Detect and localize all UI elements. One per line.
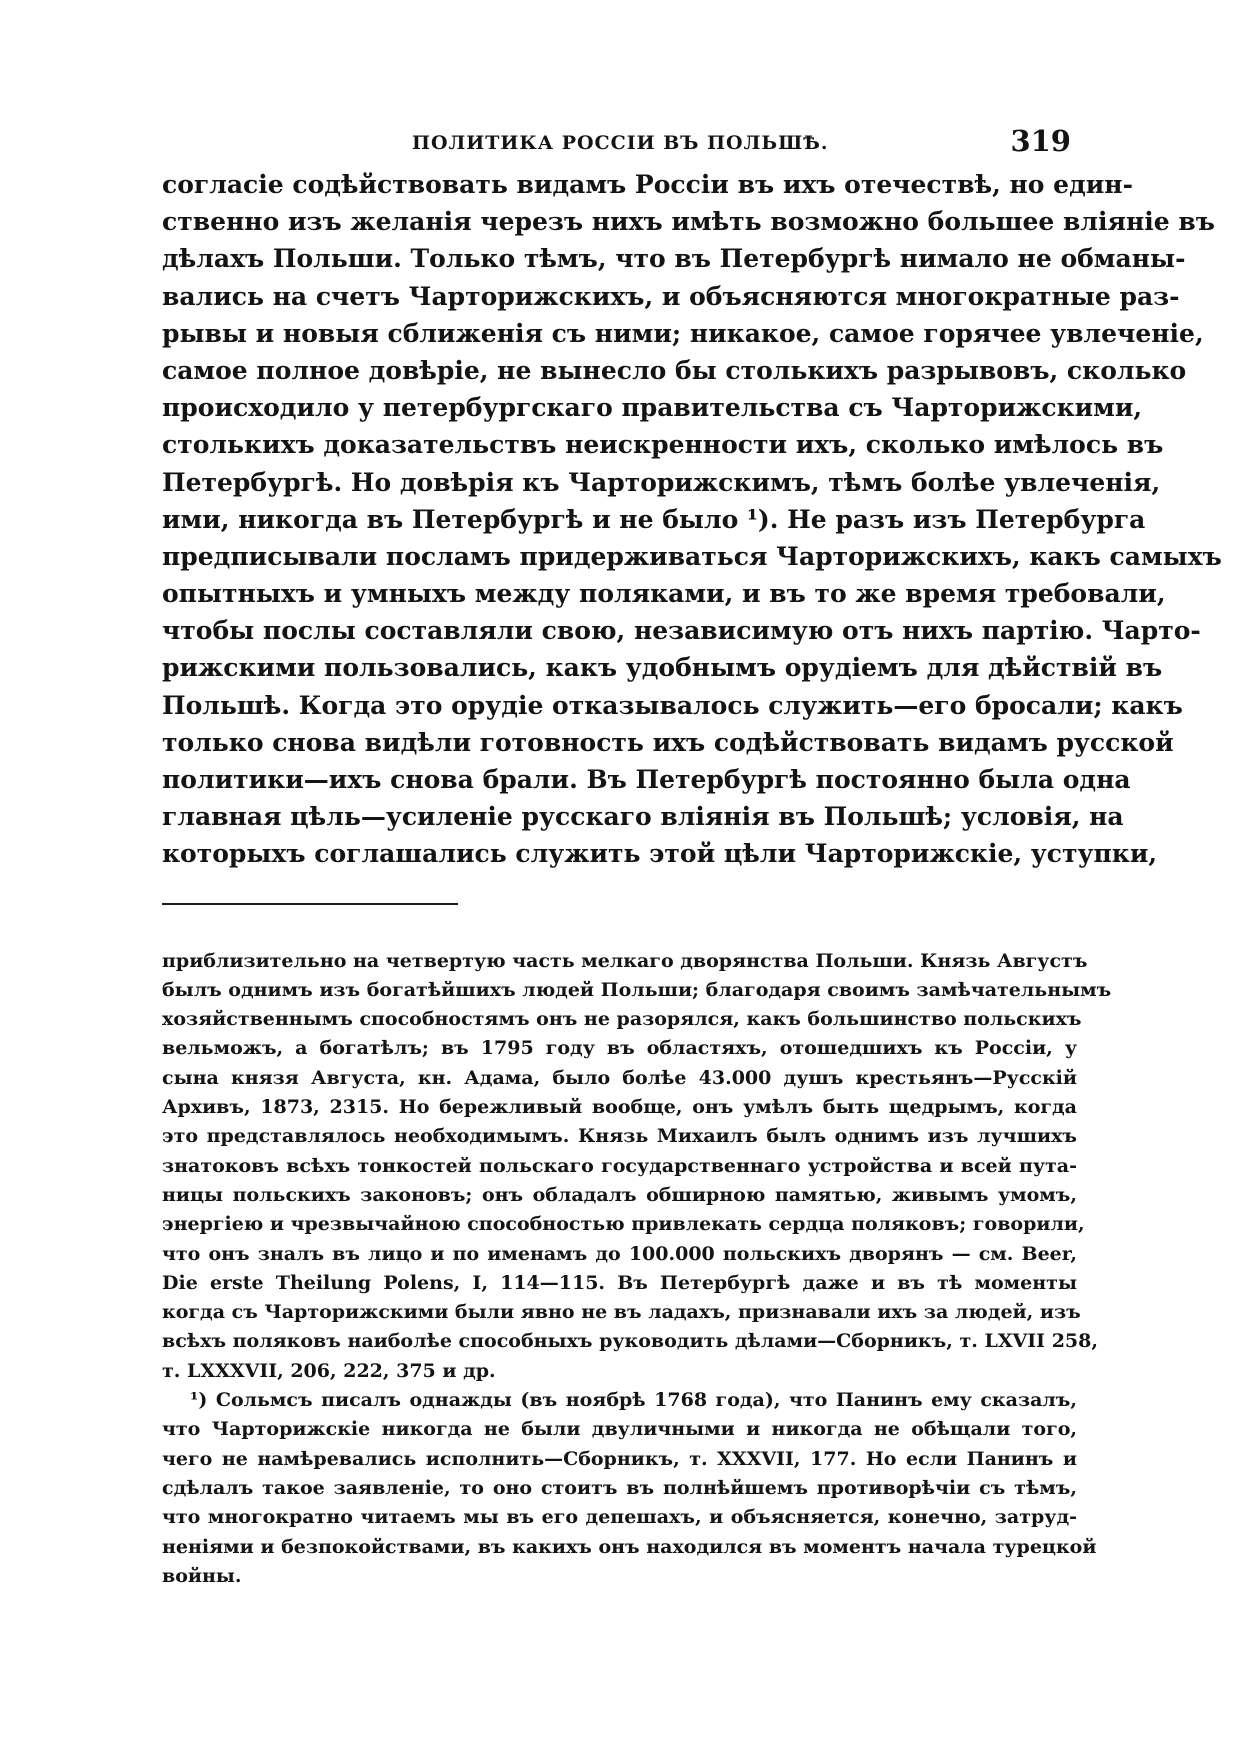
footnote-line: ¹) Сольмсъ писалъ однажды (въ ноябрѣ 1768 года), что Панинъ ему сказалъ, [190, 1389, 1077, 1412]
footnote-line: что Чарторижскіе никогда не были двуличными и никогда не обѣщали того, [162, 1418, 1077, 1441]
footnote-line: что многократно читаемъ мы въ его депешахъ, и объясняется, конечно, затруд- [162, 1506, 1077, 1529]
book-page [162, 118, 1222, 1591]
text-line: Петербургѣ. Но довѣрія къ Чарторижскимъ, тѣмъ болѣе увлеченія, [162, 467, 1161, 497]
text-line: дѣлахъ Польши. Только тѣмъ, что въ Петербургѣ нимало не обманы- [162, 244, 1186, 274]
text-line: Польшѣ. Когда это орудіе отказывалось служить—его бросали; какъ [162, 690, 1183, 720]
footnote-separator [162, 903, 458, 905]
text-line: согласіе содѣйствовать видамъ Россіи въ ихъ отечествѣ, но един- [162, 170, 1133, 199]
text-line: столькихъ доказательствъ неискренности ихъ, сколько имѣлось въ [162, 430, 1164, 460]
footnote-line: приблизительно на четвертую часть мелкаго дворянства Польши. Князь Августъ [162, 949, 1088, 972]
footnote-line: сдѣлалъ такое заявленіе, то оно стоитъ въ полнѣйшемъ противорѣчіи съ тѣмъ, [162, 1476, 1077, 1499]
text-line: ими, никогда въ Петербургѣ и не было ¹). Не разъ изъ Петербурга [162, 504, 1146, 534]
running-header [162, 118, 1077, 164]
footnote-line: Die erste Theilung Polens, I, 114—115. Въ Петербургѣ даже и въ тѣ моменты [162, 1271, 1077, 1294]
footnote-line: энергіею и чрезвычайною способностью привлекать сердца поляковъ; говорили, [162, 1213, 1085, 1236]
footnote-1 [162, 1386, 1097, 1591]
text-line: рывы и новыя сближенія съ ними; никакое, самое горячее увлеченіе, [162, 318, 1204, 348]
footnote-line: былъ однимъ изъ богатѣйшихъ людей Польши; благодаря своимъ замѣчательнымъ [162, 978, 1112, 1001]
text-line: опытныхъ и умныхъ между поляками, и въ то же время требовали, [162, 579, 1166, 609]
footnote-line: вельможъ, а богатѣлъ; въ 1795 году въ областяхъ, отошедшихъ къ Россіи, у [162, 1037, 1077, 1060]
footnote-line: ницы польскихъ законовъ; онъ обладалъ обширною памятью, живымъ умомъ, [162, 1183, 1077, 1206]
text-line: ственно изъ желанія черезъ нихъ имѣть возможно большее вліяніе въ [162, 207, 1215, 237]
page-number: 319 [1010, 124, 1071, 158]
footnote-line: Архивъ, 1873, 2315. Но бережливый вообще, онъ умѣлъ быть щедрымъ, когда [162, 1096, 1077, 1119]
text-line: предписывали посламъ придерживаться Чарторижскихъ, какъ самыхъ [162, 541, 1222, 571]
text-line: рижскими пользовались, какъ удобнымъ орудіемъ для дѣйствій въ [162, 653, 1163, 683]
text-line: самое полное довѣріе, не вынесло бы столькихъ разрывовъ, сколько [162, 355, 1187, 385]
footnote-line: всѣхъ поляковъ наиболѣе способныхъ руководить дѣлами—Сборникъ, т. LXVII 258, [162, 1330, 1098, 1353]
footnote-line: чего не намѣревались исполнить—Сборникъ, т. XXXVII, 177. Но если Панинъ и [162, 1447, 1077, 1470]
footnote-line: сына князя Августа, кн. Адама, было болѣе 43.000 душъ крестьянъ—Русскій [162, 1066, 1077, 1089]
main-text [162, 166, 1222, 873]
text-line: происходило у петербургскаго правительства съ Чарторижскими, [162, 393, 1143, 423]
text-line: политики—ихъ снова брали. Въ Петербургѣ постоянно была одна [162, 765, 1131, 794]
footnotes [162, 947, 1112, 1592]
text-line: главная цѣль—усиленіе русскаго вліянія въ Польшѣ; условія, на [162, 802, 1124, 832]
text-line: которыхъ соглашались служить этой цѣли Чарторижскіе, уступки, [162, 839, 1158, 869]
running-title: ПОЛИТИКА РОССІИ ВЪ ПОЛЬШѢ. [412, 132, 829, 154]
footnote-line: неніями и безпокойствами, въ какихъ онъ находился въ моментъ начала турецкой [162, 1535, 1097, 1558]
footnote-line: хозяйственнымъ способностямъ онъ не разорялся, какъ большинство польскихъ [162, 1008, 1082, 1031]
footnote-line: знатоковъ всѣхъ тонкостей польскаго государственнаго устройства и всей пута- [162, 1154, 1077, 1177]
footnote-line: что онъ зналъ въ лицо и по именамъ до 100.000 польскихъ дворянъ — см. Beer, [162, 1242, 1077, 1265]
footnote-line: когда съ Чарторижскими были явно не въ ладахъ, признавали ихъ за людей, изъ [162, 1301, 1081, 1324]
footnote-line: войны. [162, 1564, 242, 1587]
footnote-line: это представлялось необходимымъ. Князь Михаилъ былъ однимъ изъ лучшихъ [162, 1125, 1077, 1148]
text-line: вались на счетъ Чарторижскихъ, и объясняются многократные раз- [162, 281, 1180, 311]
text-line: чтобы послы составляли свою, независимую отъ нихъ партію. Чарто- [162, 616, 1201, 646]
footnote-line: т. LXXXVII, 206, 222, 375 и др. [162, 1359, 496, 1382]
footnote-continued [162, 947, 1112, 1386]
text-line: только снова видѣли готовность ихъ содѣйствовать видамъ русской [162, 727, 1174, 757]
